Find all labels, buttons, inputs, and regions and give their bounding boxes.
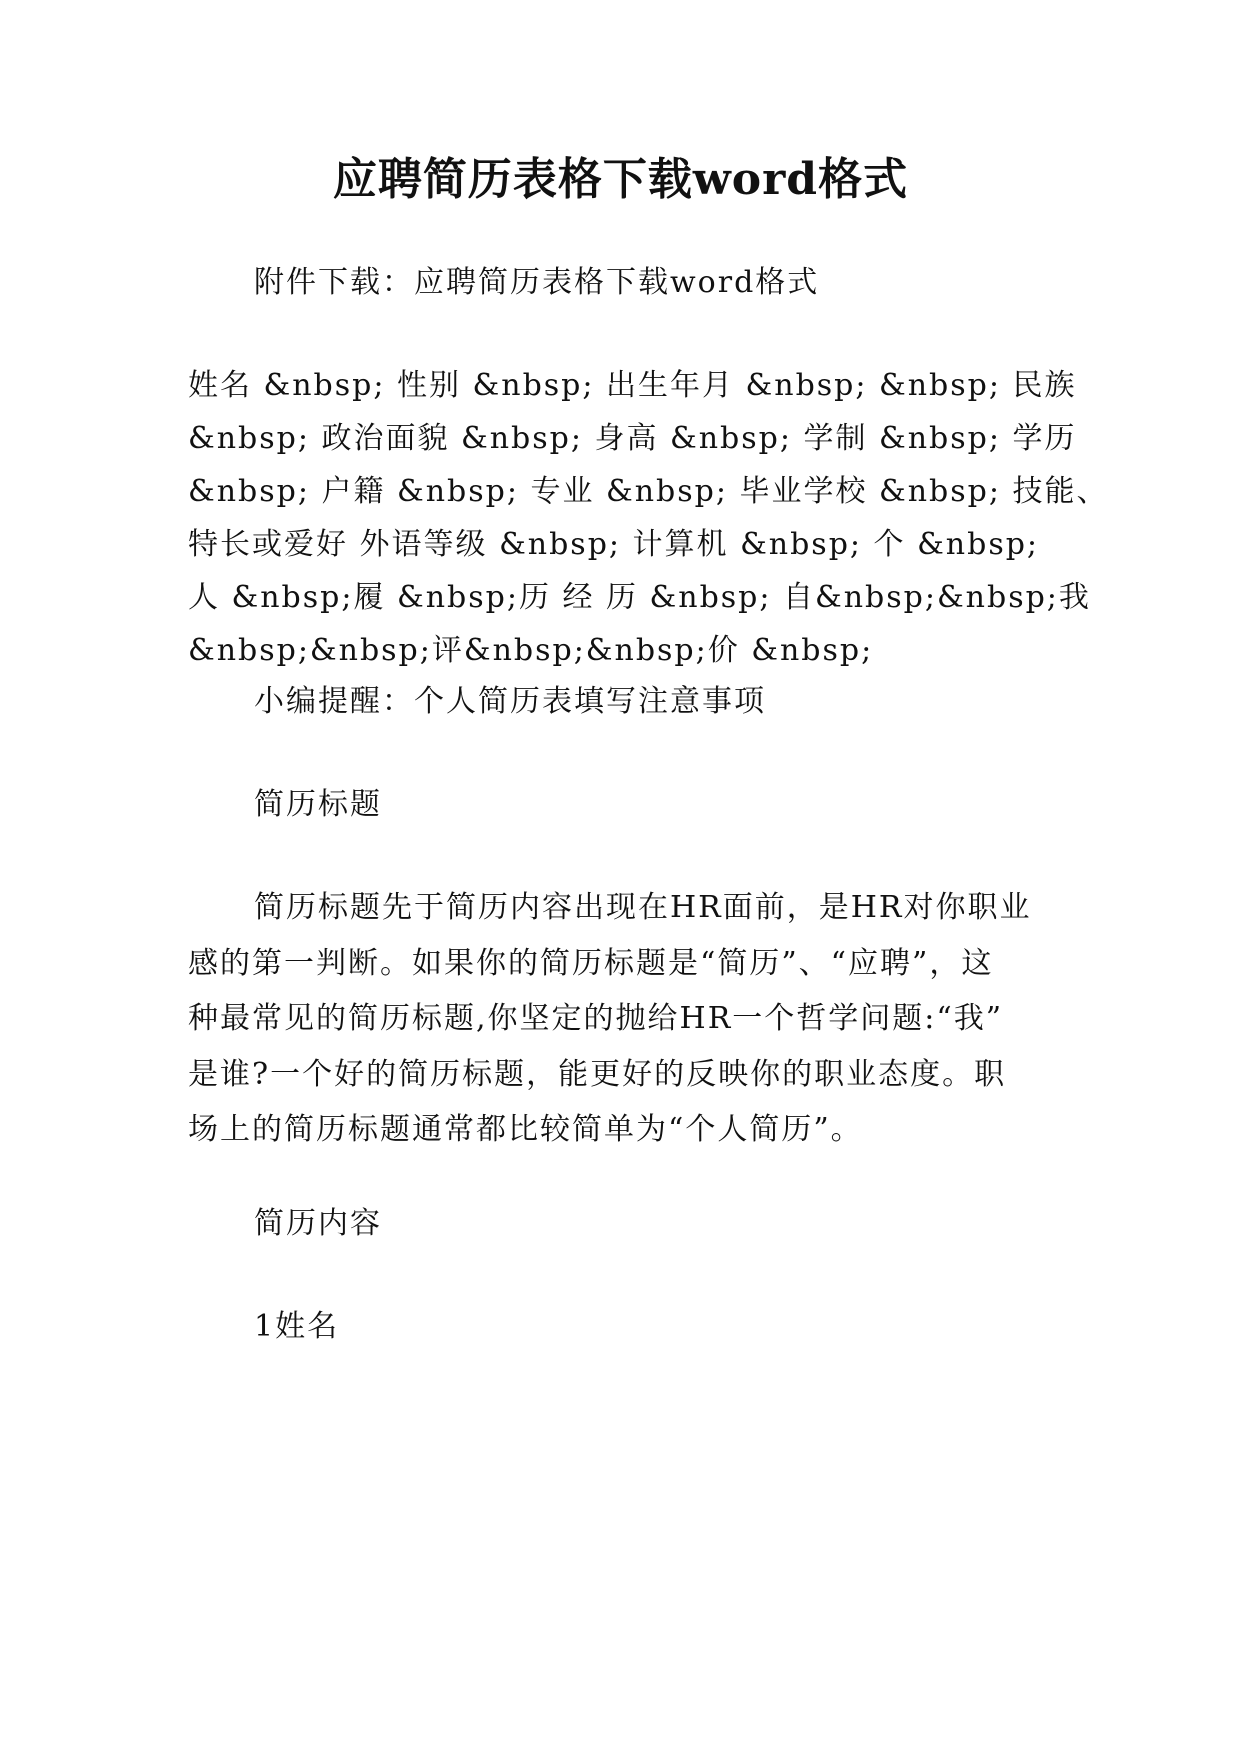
- field-line: &nbsp; 政治面貌 &nbsp; 身高 &nbsp; 学制 &nbsp; 学历: [188, 421, 1077, 456]
- field-line: &nbsp; 户籍 &nbsp; 专业 &nbsp; 毕业学校 &nbsp; 技能、: [188, 474, 1109, 509]
- document-title: 应聘简历表格下载word格式: [332, 154, 909, 205]
- field-line: 姓名 &nbsp; 性别 &nbsp; 出生年月 &nbsp; &nbsp; 民族: [188, 368, 1077, 403]
- body-line: 种最常见的简历标题,你坚定的抛给HR一个哲学问题:“我”: [188, 1001, 1004, 1036]
- field-line: 特长或爱好 外语等级 &nbsp; 计算机 &nbsp; 个 &nbsp;: [188, 527, 1040, 562]
- item-name: 1姓名: [254, 1309, 340, 1344]
- body-line: 感的第一判断。如果你的简历标题是“简历”、“应聘”，这: [188, 946, 994, 981]
- field-line: &nbsp;&nbsp;评&nbsp;&nbsp;价 &nbsp;: [188, 633, 874, 668]
- section-heading-content: 简历内容: [254, 1206, 382, 1241]
- reminder-line: 小编提醒：个人简历表填写注意事项: [254, 684, 766, 719]
- section-heading-title: 简历标题: [254, 787, 382, 822]
- field-line: 人 &nbsp;履 &nbsp;历 经 历 &nbsp; 自&nbsp;&nbsp;我: [188, 580, 1091, 615]
- body-line: 场上的简历标题通常都比较简单为“个人简历”。: [188, 1112, 863, 1147]
- attachment-line: 附件下载：应聘简历表格下载word格式: [254, 265, 820, 300]
- body-line: 是谁?一个好的简历标题，能更好的反映你的职业态度。职: [188, 1057, 1007, 1092]
- body-line: 简历标题先于简历内容出现在HR面前，是HR对你职业: [254, 890, 1032, 925]
